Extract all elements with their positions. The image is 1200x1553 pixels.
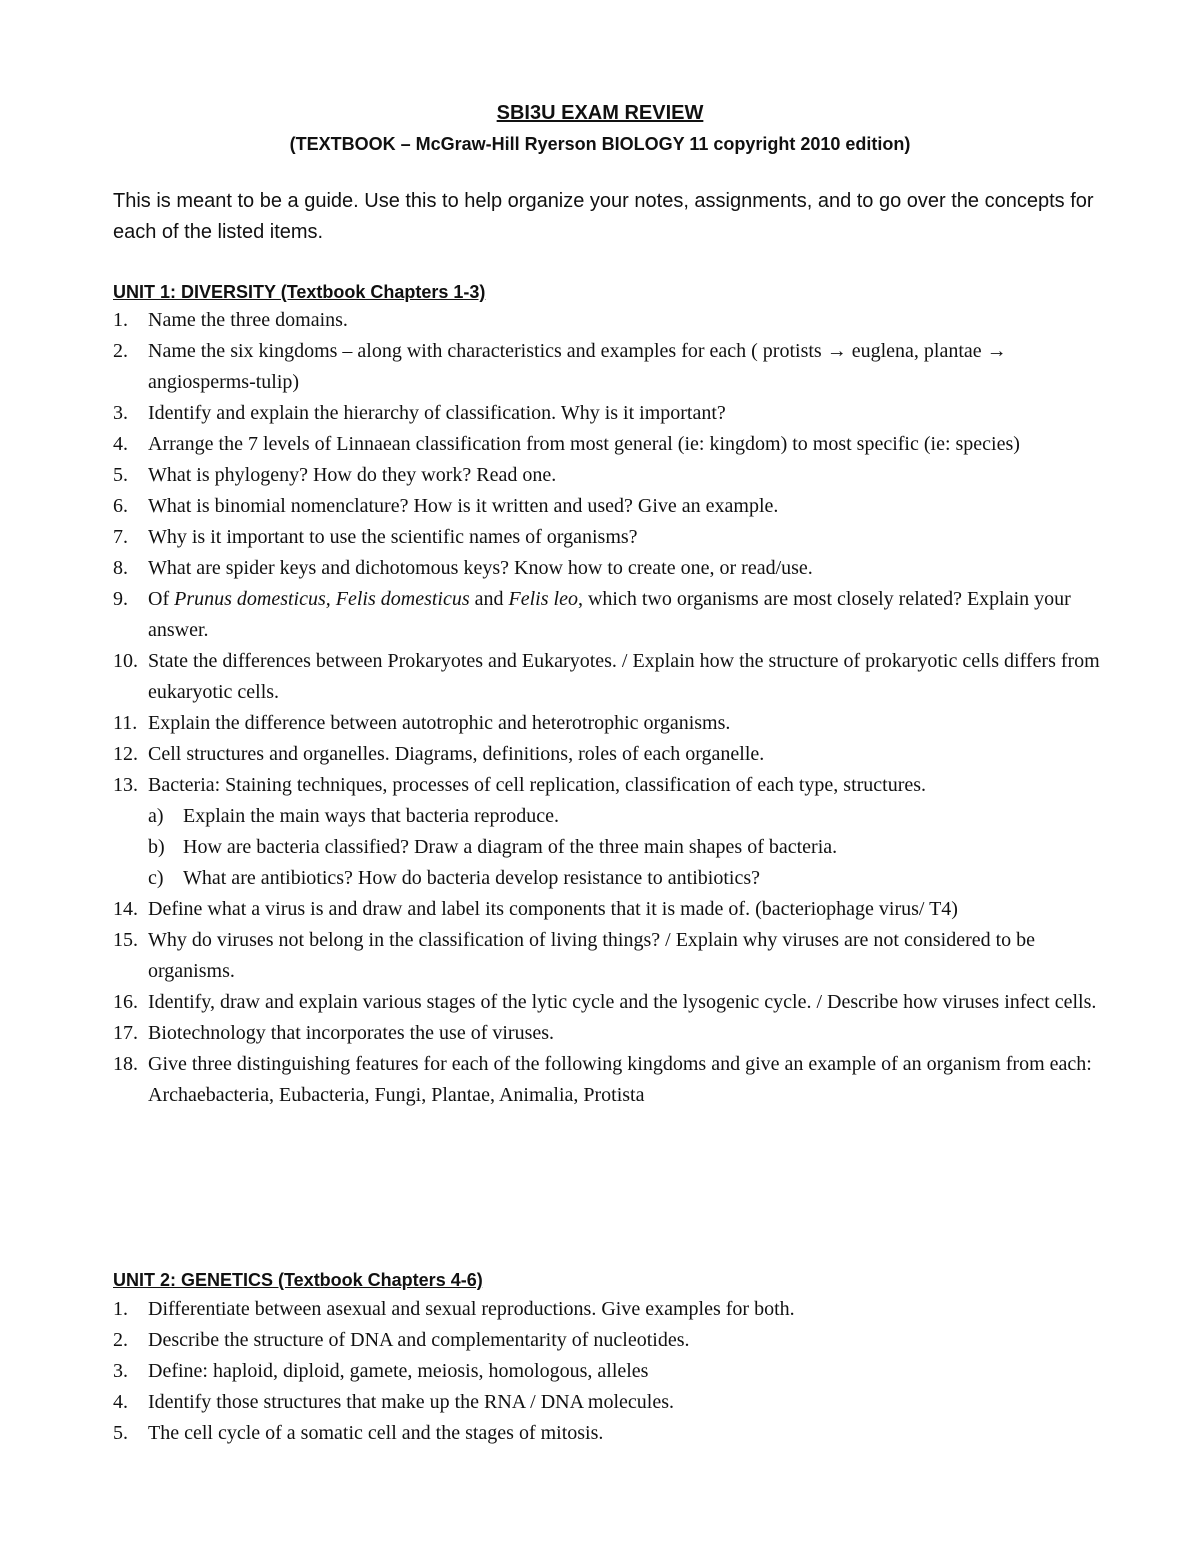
- item-text: Define what a virus is and draw and label its components that it is made of. (bacteriophage virus/ T4): [148, 898, 958, 920]
- unit2-heading: UNIT 2: GENETICS (Textbook Chapters 4-6): [113, 1270, 483, 1290]
- sub-list-item: [148, 801, 1103, 832]
- item-number: 11.: [113, 712, 138, 734]
- item-text: What is binomial nomenclature? How is it written and used? Give an example.: [148, 495, 779, 517]
- item-number: 5.: [113, 464, 128, 486]
- item-text: Define: haploid, diploid, gamete, meiosis, homologous, alleles: [148, 1360, 649, 1382]
- list-item: [113, 305, 1103, 336]
- item-text: State the differences between Prokaryotes and Eukaryotes. / Explain how the structure of prokaryotic cells differs from eukaryotic cells.: [148, 650, 1100, 703]
- item-text: Identify and explain the hierarchy of classification. Why is it important?: [148, 402, 726, 424]
- item-number: 15.: [113, 929, 138, 951]
- list-item: [113, 646, 1103, 708]
- unit1-question-list: [113, 305, 1103, 1111]
- item-number: 18.: [113, 1053, 138, 1075]
- list-item: [113, 429, 1103, 460]
- list-item: [113, 1018, 1103, 1049]
- item-number: 3.: [113, 402, 128, 424]
- item-number: 2.: [113, 1329, 128, 1351]
- list-item: [113, 708, 1103, 739]
- list-item: [113, 491, 1103, 522]
- list-item: [113, 1387, 1103, 1418]
- sub-item-text: What are antibiotics? How do bacteria develop resistance to antibiotics?: [183, 867, 761, 889]
- item-text: Explain the difference between autotrophic and heterotrophic organisms.: [148, 712, 731, 734]
- item-number: 16.: [113, 991, 138, 1013]
- sub-item-letter: c): [148, 867, 164, 889]
- item-text: Identify those structures that make up the RNA / DNA molecules.: [148, 1391, 675, 1413]
- item-number: 9.: [113, 588, 128, 610]
- unit1-heading: UNIT 1: DIVERSITY (Textbook Chapters 1-3): [113, 282, 486, 302]
- sub-item-text: Explain the main ways that bacteria reproduce.: [183, 805, 559, 827]
- item-text: Name the three domains.: [148, 309, 348, 331]
- item-text-mid: and: [469, 588, 509, 610]
- item-number: 1.: [113, 1298, 128, 1320]
- item-text: Give three distinguishing features for each of the following kingdoms and give an example of an organism from each: Archaebacteria, Eubacteria, Fungi, Plantae, Animalia, Protista: [148, 1053, 1092, 1106]
- item-text: Biotechnology that incorporates the use of viruses.: [148, 1022, 555, 1044]
- intro-paragraph: This is meant to be a guide. Use this to help organize your notes, assignments, and to go over the concepts for each of the listed items.: [113, 190, 1094, 243]
- item-text: What is phylogeny? How do they work? Read one.: [148, 464, 557, 486]
- bacteria-subquestion-list: [148, 801, 1103, 894]
- species-names: Prunus domesticus, Felis domesticus: [174, 588, 470, 610]
- item-text: What are spider keys and dichotomous keys? Know how to create one, or read/use.: [148, 557, 813, 579]
- list-item: [113, 336, 1103, 398]
- list-item: [113, 1418, 1103, 1449]
- list-item: [113, 739, 1103, 770]
- item-text: The cell cycle of a somatic cell and the stages of mitosis.: [148, 1422, 604, 1444]
- list-item: [113, 398, 1103, 429]
- item-text-pre: Of: [148, 588, 175, 610]
- item-number: 6.: [113, 495, 128, 517]
- list-item: [113, 522, 1103, 553]
- item-text: Arrange the 7 levels of Linnaean classification from most general (ie: kingdom) to most specific (ie: species): [148, 433, 1020, 455]
- sub-item-letter: a): [148, 805, 164, 827]
- list-item: [113, 460, 1103, 491]
- document-title: SBI3U EXAM REVIEW: [496, 102, 704, 124]
- list-item: [113, 770, 1103, 894]
- list-item: [113, 1049, 1103, 1111]
- list-item: [113, 894, 1103, 925]
- document-subtitle: (TEXTBOOK – McGraw-Hill Ryerson BIOLOGY 11 copyright 2010 edition): [289, 134, 911, 154]
- item-text: Name the six kingdoms – along with characteristics and examples for each ( protists → euglena, plantae → angiosperms-tulip): [148, 340, 1007, 393]
- list-item: [113, 925, 1103, 987]
- item-number: 10.: [113, 650, 138, 672]
- item-number: 3.: [113, 1360, 128, 1382]
- item-number: 8.: [113, 557, 128, 579]
- item-text: Describe the structure of DNA and complementarity of nucleotides.: [148, 1329, 690, 1351]
- item-text: Cell structures and organelles. Diagrams, definitions, roles of each organelle.: [148, 743, 765, 765]
- list-item: [113, 987, 1103, 1018]
- item-number: 5.: [113, 1422, 128, 1444]
- item-text: Why do viruses not belong in the classification of living things? / Explain why viruses are not considered to be organisms.: [148, 929, 1036, 982]
- item-text: Bacteria: Staining techniques, processes of cell replication, classification of each type, structures.: [148, 774, 927, 796]
- species-name: Felis leo: [508, 588, 578, 610]
- item-text-post: , which two organisms are most closely related? Explain your answer.: [148, 588, 1071, 641]
- sub-list-item: [148, 863, 1103, 894]
- item-number: 2.: [113, 340, 128, 362]
- item-number: 1.: [113, 309, 128, 331]
- list-item: [113, 1325, 1103, 1356]
- item-number: 17.: [113, 1022, 138, 1044]
- item-number: 4.: [113, 433, 128, 455]
- sub-list-item: [148, 832, 1103, 863]
- item-number: 7.: [113, 526, 128, 548]
- item-number: 13.: [113, 774, 138, 796]
- list-item: [113, 1356, 1103, 1387]
- list-item: [113, 1294, 1103, 1325]
- list-item: [113, 553, 1103, 584]
- sub-item-text: How are bacteria classified? Draw a diagram of the three main shapes of bacteria.: [183, 836, 838, 858]
- list-item: [113, 584, 1103, 646]
- item-number: 12.: [113, 743, 138, 765]
- sub-item-letter: b): [148, 836, 165, 858]
- item-number: 4.: [113, 1391, 128, 1413]
- item-number: 14.: [113, 898, 138, 920]
- item-text: Why is it important to use the scientific names of organisms?: [148, 526, 638, 548]
- item-text: Differentiate between asexual and sexual reproductions. Give examples for both.: [148, 1298, 795, 1320]
- item-text: Identify, draw and explain various stages of the lytic cycle and the lysogenic cycle. / Describe how viruses infect cells.: [148, 991, 1097, 1013]
- unit2-question-list: [113, 1294, 1103, 1449]
